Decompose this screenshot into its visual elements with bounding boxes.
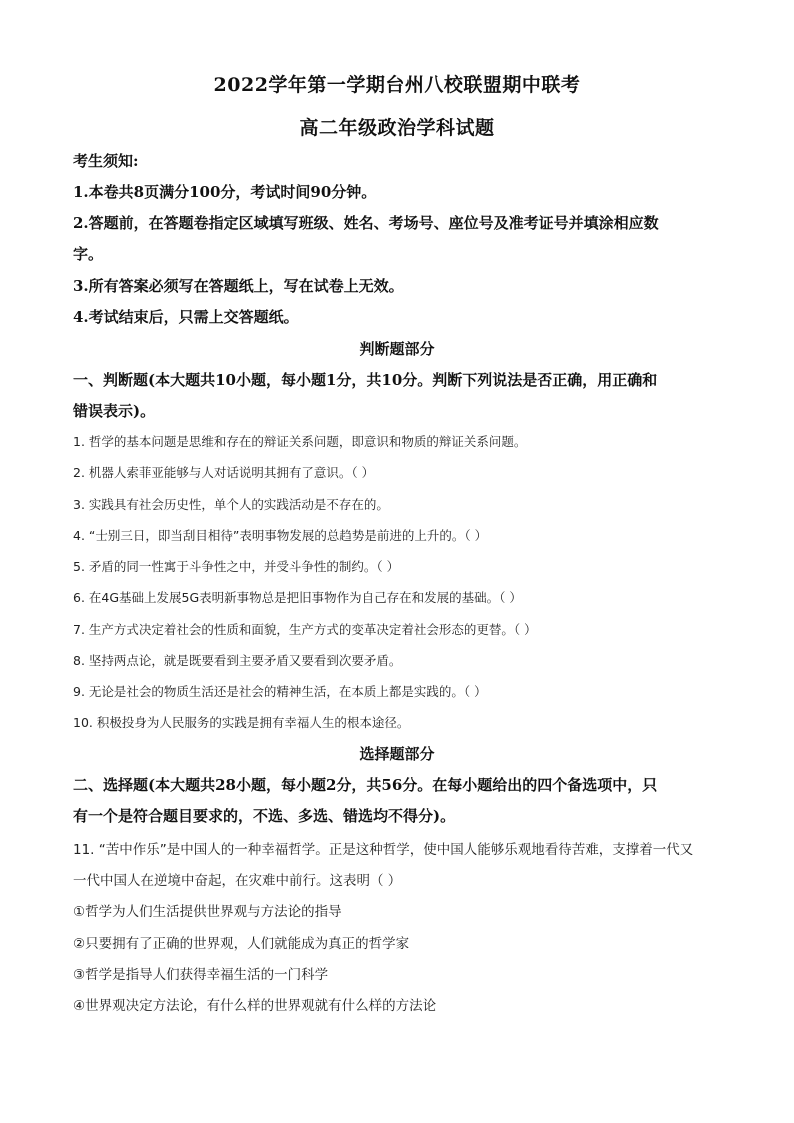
part1-heading: 判断题部分 — [359, 340, 435, 358]
option-item: ①哲学为人们生活提供世界观与方法论的指导 — [73, 904, 342, 920]
notice-item: 1.本卷共8页满分100分，考试时间90分钟。 — [73, 183, 377, 201]
judgment-question: 3. 实践具有社会历史性，单个人的实践活动是不存在的。 — [73, 497, 389, 512]
judgment-question: 1. 哲学的基本问题是思维和存在的辩证关系问题，即意识和物质的辩证关系问题。 — [73, 434, 527, 449]
question-11-stem-cont: 一代中国人在逆境中奋起，在灾难中前行。这表明（ ） — [73, 873, 402, 889]
section1-instruction-cont: 错误表示)。 — [73, 402, 156, 420]
judgment-question: 4. “士别三日，即当刮目相待”表明事物发展的总趋势是前进的上升的。（ ） — [73, 528, 488, 543]
option-item: ④世界观决定方法论，有什么样的世界观就有什么样的方法论 — [73, 998, 437, 1014]
section2-instruction: 二、选择题(本大题共28小题，每小题2分，共56分。在每小题给出的四个备选项中，只 — [73, 776, 658, 794]
judgment-question: 7. 生产方式决定着社会的性质和面貌，生产方式的变革决定着社会形态的更替。（ ） — [73, 622, 537, 637]
exam-subtitle: 高二年级政治学科试题 — [299, 117, 495, 139]
judgment-question: 10. 积极投身为人民服务的实践是拥有幸福人生的根本途径。 — [73, 715, 410, 730]
part2-heading: 选择题部分 — [359, 745, 435, 763]
option-item: ②只要拥有了正确的世界观，人们就能成为真正的哲学家 — [73, 936, 410, 952]
section2-instruction-cont: 有一个是符合题目要求的，不选、多选、错选均不得分)。 — [73, 807, 456, 825]
notice-heading: 考生须知: — [73, 152, 139, 170]
judgment-question: 6. 在4G基础上发展5G表明新事物总是把旧事物作为自己存在和发展的基础。（ ） — [73, 590, 522, 605]
question-11-stem: 11. “苦中作乐”是中国人的一种幸福哲学。正是这种哲学，使中国人能够乐观地看待苦难，支撑着一代又 — [73, 842, 694, 858]
option-item: ③哲学是指导人们获得幸福生活的一门科学 — [73, 967, 329, 983]
judgment-question: 8. 坚持两点论，就是既要看到主要矛盾又要看到次要矛盾。 — [73, 653, 402, 668]
judgment-question: 9. 无论是社会的物质生活还是社会的精神生活，在本质上都是实践的。（ ） — [73, 684, 487, 699]
judgment-question: 2. 机器人索菲亚能够与人对话说明其拥有了意识。（ ） — [73, 465, 375, 480]
notice-item: 4.考试结束后，只需上交答题纸。 — [73, 308, 299, 326]
judgment-question: 5. 矛盾的同一性寓于斗争性之中，并受斗争性的制约。（ ） — [73, 559, 400, 574]
exam-title: 2022学年第一学期台州八校联盟期中联考 — [213, 74, 581, 96]
notice-item: 2.答题前，在答题卷指定区域填写班级、姓名、考场号、座位号及准考证号并填涂相应数 — [73, 214, 659, 232]
section1-instruction: 一、判断题(本大题共10小题，每小题1分，共10分。判断下列说法是否正确，用正确和 — [73, 371, 658, 389]
notice-item: 3.所有答案必须写在答题纸上，写在试卷上无效。 — [73, 277, 404, 295]
notice-item: 字。 — [73, 245, 104, 263]
